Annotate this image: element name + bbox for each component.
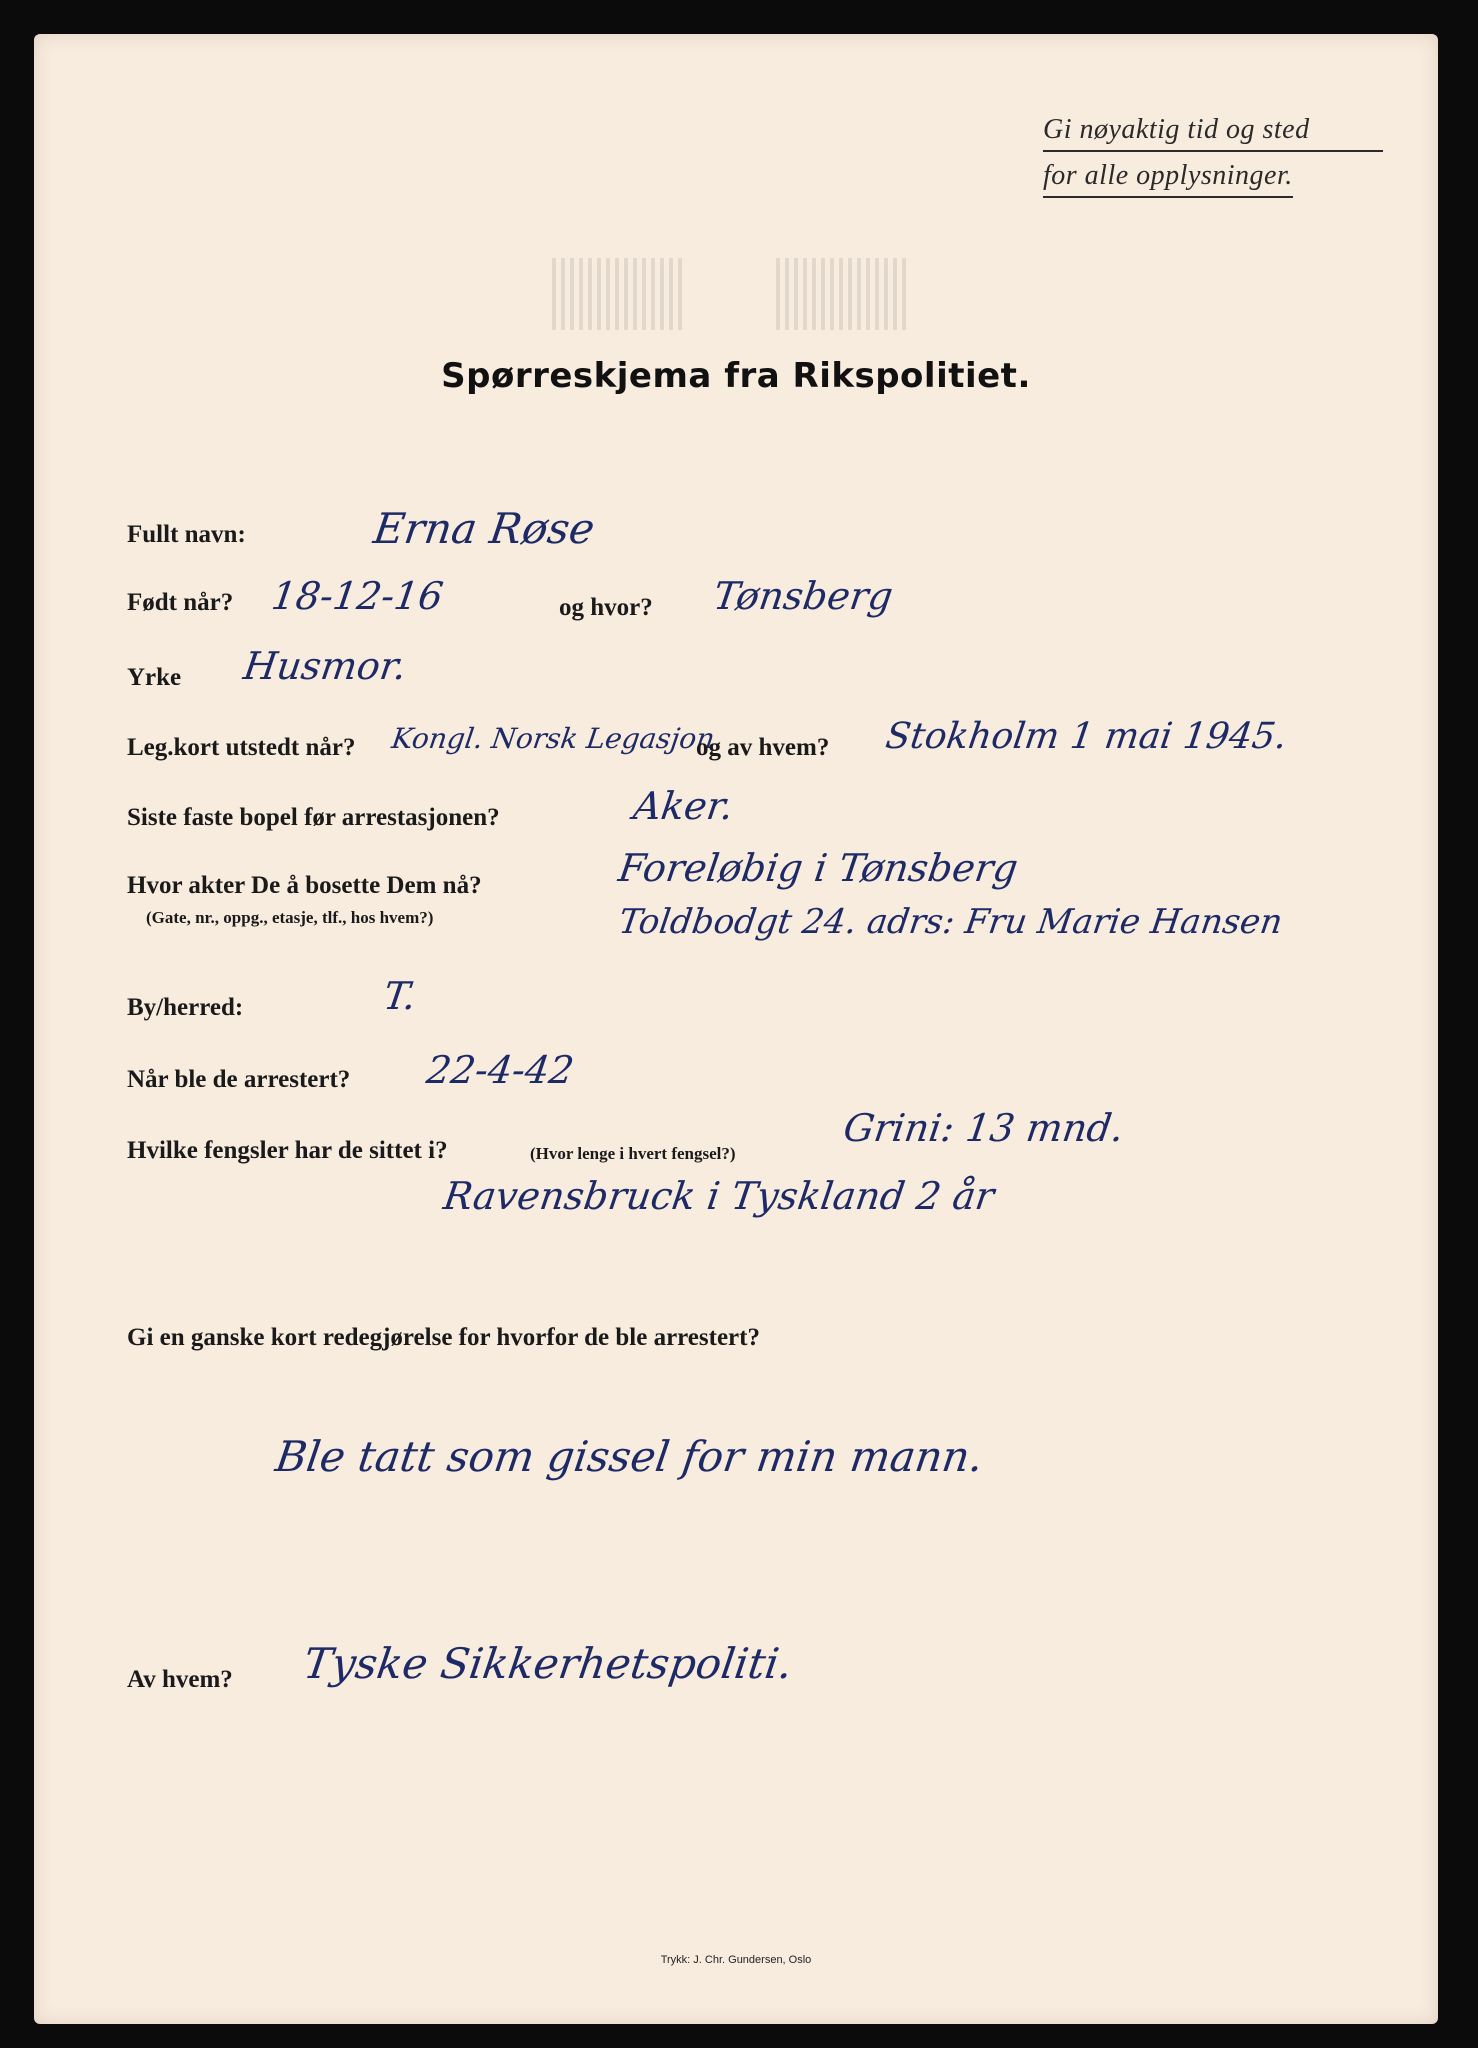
last-residence-value: Aker. — [630, 784, 737, 828]
issued-by-label: og av hvem? — [696, 734, 830, 761]
occupation-value: Husmor. — [240, 644, 410, 688]
prisons-label: Hvilke fengsler har de sittet i? — [127, 1137, 448, 1164]
prisons-hint: (Hvor lenge i hvert fengsel?) — [530, 1144, 736, 1163]
born-date-label: Født når? — [127, 589, 234, 616]
future-residence-label: Hvor akter De å bosette Dem nå? — [127, 872, 482, 899]
watermark-right — [776, 258, 906, 330]
future-residence-hint: (Gate, nr., oppg., etasje, tlf., hos hvem?) — [146, 908, 434, 927]
arrested-by-value: Tyske Sikkerhetspoliti. — [300, 1639, 796, 1688]
watermark-left — [552, 258, 682, 330]
prisons-value-1: Grini: 13 mnd. — [840, 1106, 1127, 1150]
born-place-label: og hvor? — [559, 594, 653, 621]
full-name-value: Erna Røse — [370, 504, 598, 553]
born-date-value: 18-12-16 — [268, 574, 446, 618]
printer-imprint: Trykk: J. Chr. Gundersen, Oslo — [660, 1954, 812, 1966]
municipality-value: T. — [380, 974, 419, 1018]
full-name-label: Fullt navn: — [127, 521, 246, 548]
instruction-line-1: Gi nøyaktig tid og sted — [1043, 106, 1383, 152]
form-title: Spørreskjema fra Rikspolitiet. — [441, 356, 1031, 396]
arrest-reason-label: Gi en ganske kort redegjørelse for hvorfor de ble arrestert? — [127, 1324, 760, 1351]
form-sheet — [34, 34, 1438, 2024]
instruction-line-2: for alle opplysninger. — [1043, 152, 1293, 198]
future-residence-value-1: Foreløbig i Tønsberg — [615, 846, 1021, 890]
issued-by-value: Stokholm 1 mai 1945. — [883, 716, 1290, 757]
arrest-date-label: Når ble de arrestert? — [127, 1066, 351, 1093]
occupation-label: Yrke — [127, 664, 182, 691]
future-residence-value-2: Toldbodgt 24. adrs: Fru Marie Hansen — [616, 902, 1286, 942]
arrest-reason-value: Ble tatt som gissel for min mann. — [272, 1432, 987, 1481]
arrested-by-label: Av hvem? — [127, 1666, 233, 1693]
id-card-label: Leg.kort utstedt når? — [127, 734, 356, 761]
last-residence-label: Siste faste bopel før arrestasjonen? — [127, 804, 500, 831]
arrest-date-value: 22-4-42 — [423, 1048, 577, 1092]
id-card-value: Kongl. Norsk Legasjon — [389, 722, 717, 755]
instruction-box — [1043, 106, 1383, 198]
born-place-value: Tønsberg — [710, 574, 896, 618]
prisons-value-2: Ravensbruck i Tyskland 2 år — [440, 1174, 997, 1218]
municipality-label: By/herred: — [127, 994, 244, 1021]
